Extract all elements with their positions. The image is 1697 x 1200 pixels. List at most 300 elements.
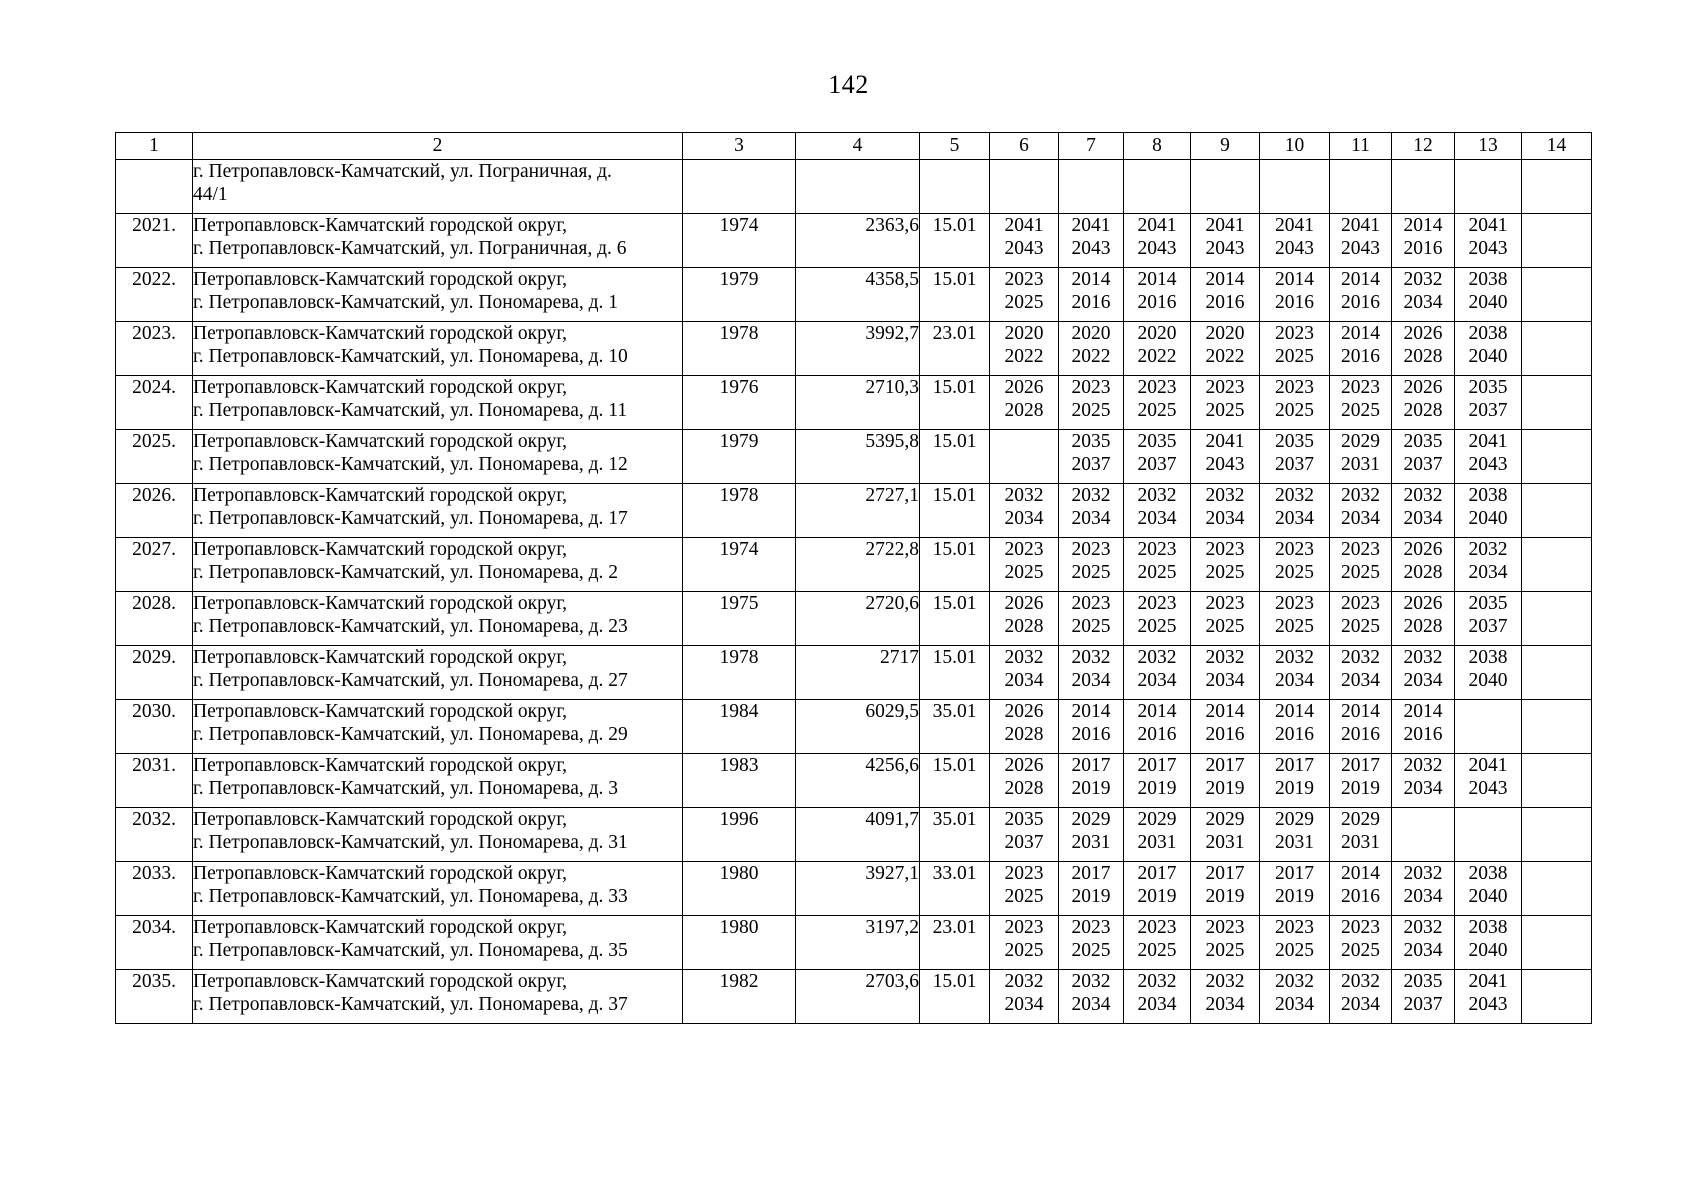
- row-number: 2021.: [116, 214, 193, 268]
- address-line: г. Петропавловск-Камчатский, ул. Пономарева, д. 2: [193, 562, 619, 583]
- address-line: г. Петропавловск-Камчатский, ул. Пограничная, д. 6: [193, 238, 627, 259]
- period-year: 2032: [1403, 485, 1443, 506]
- period-year: 2016: [1403, 238, 1443, 259]
- period-year: 2043: [1205, 454, 1245, 475]
- address-line: Петропавловск-Камчатский городской округ,: [193, 809, 568, 830]
- area-cell: 3992,7: [796, 322, 920, 376]
- area-cell: 4091,7: [796, 808, 920, 862]
- header-cell: 6: [990, 133, 1059, 160]
- row-number: 2025.: [116, 430, 193, 484]
- area-cell: 3197,2: [796, 916, 920, 970]
- period-year: 2023: [1205, 593, 1245, 614]
- empty-cell: [1392, 160, 1455, 214]
- period-cell: [1191, 214, 1260, 268]
- period-year: 2025: [1071, 562, 1111, 583]
- empty-cell: [1059, 160, 1124, 214]
- period-cell: [1260, 592, 1330, 646]
- period-year: 2020: [1137, 323, 1177, 344]
- period-year: 2038: [1468, 323, 1508, 344]
- area-cell: 2363,6: [796, 214, 920, 268]
- period-cell: [1191, 646, 1260, 700]
- period-cell: [1330, 430, 1392, 484]
- period-cell: [1330, 862, 1392, 916]
- period-year: 2023: [1137, 917, 1177, 938]
- year-built-cell: 1980: [683, 916, 796, 970]
- period-year: 2014: [1275, 269, 1314, 290]
- period-year: 2035: [1403, 431, 1443, 452]
- period-year: 2035: [1468, 593, 1508, 614]
- period-cell: [1330, 214, 1392, 268]
- period-year: 2014: [1403, 215, 1443, 236]
- period-cell: [1260, 808, 1330, 862]
- table-row: [116, 322, 1592, 376]
- row-number: 2031.: [116, 754, 193, 808]
- address-line: Петропавловск-Камчатский городской округ,: [193, 323, 568, 344]
- period-cell: [1260, 970, 1330, 1024]
- period-year: 2038: [1468, 917, 1508, 938]
- period-year: 2025: [1205, 400, 1245, 421]
- period-year: 2043: [1275, 238, 1314, 259]
- table-row: [116, 808, 1592, 862]
- empty-cell: [796, 160, 920, 214]
- period-year: 2023: [1137, 539, 1177, 560]
- header-cell: 14: [1522, 133, 1592, 160]
- period-cell: [1124, 376, 1191, 430]
- period-cell: [1124, 970, 1191, 1024]
- period-year: 2029: [1341, 431, 1380, 452]
- period-cell: [1260, 214, 1330, 268]
- period-year: 2032: [1468, 539, 1508, 560]
- period-year: 2035: [1137, 431, 1177, 452]
- period-year: 2016: [1205, 724, 1245, 745]
- period-cell: [1191, 808, 1260, 862]
- period-year: 2020: [1205, 323, 1245, 344]
- address-line: г. Петропавловск-Камчатский, ул. Пономарева, д. 11: [193, 400, 628, 421]
- period-cell: [1330, 754, 1392, 808]
- address-line: г. Петропавловск-Камчатский, ул. Пономарева, д. 35: [193, 940, 628, 961]
- empty-cell: [1522, 700, 1592, 754]
- period-cell: [1455, 970, 1522, 1024]
- period-year: 2028: [1403, 346, 1443, 367]
- period-cell: [1124, 538, 1191, 592]
- period-year: 2017: [1071, 755, 1111, 776]
- address-line: Петропавловск-Камчатский городской округ,: [193, 377, 568, 398]
- table-row: [116, 862, 1592, 916]
- address-line: г. Петропавловск-Камчатский, ул. Пономарева, д. 31: [193, 832, 628, 853]
- column-number-header: [116, 133, 1592, 160]
- period-year: 2029: [1137, 809, 1177, 830]
- area-cell: 2722,8: [796, 538, 920, 592]
- period-year: 2025: [1275, 346, 1314, 367]
- period-cell: [1260, 700, 1330, 754]
- period-cell: [1260, 862, 1330, 916]
- code-cell: 35.01: [920, 808, 990, 862]
- period-year: 2020: [1071, 323, 1111, 344]
- period-cell: [990, 538, 1059, 592]
- period-year: 2043: [1468, 238, 1508, 259]
- code-cell: 15.01: [920, 268, 990, 322]
- period-year: 2023: [1341, 917, 1380, 938]
- period-cell: [1392, 808, 1455, 862]
- period-year: 2026: [1004, 377, 1044, 398]
- period-cell: [1059, 970, 1124, 1024]
- period-year: 2014: [1071, 269, 1111, 290]
- header-cell: 2: [193, 133, 683, 160]
- period-cell: [1330, 592, 1392, 646]
- period-year: 2023: [1341, 377, 1380, 398]
- period-year: 2023: [1341, 539, 1380, 560]
- address-cell: [193, 646, 683, 700]
- period-cell: [990, 592, 1059, 646]
- period-year: 2023: [1071, 917, 1111, 938]
- address-line: 44/1: [193, 184, 228, 205]
- period-year: 2034: [1205, 508, 1245, 529]
- period-cell: [1392, 646, 1455, 700]
- row-number: 2029.: [116, 646, 193, 700]
- address-cell: [193, 322, 683, 376]
- period-year: 2025: [1275, 400, 1314, 421]
- period-cell: [1392, 970, 1455, 1024]
- period-year: 2029: [1205, 809, 1245, 830]
- period-year: 2023: [1004, 269, 1044, 290]
- period-year: 2041: [1468, 431, 1508, 452]
- period-cell: [1392, 700, 1455, 754]
- period-year: 2032: [1004, 971, 1044, 992]
- period-cell: [1260, 322, 1330, 376]
- period-cell: [1455, 538, 1522, 592]
- address-cell: [193, 430, 683, 484]
- year-built-cell: 1974: [683, 538, 796, 592]
- table-row: [116, 430, 1592, 484]
- address-cell: [193, 268, 683, 322]
- period-year: 2023: [1275, 323, 1314, 344]
- period-cell: [1124, 214, 1191, 268]
- row-number: 2024.: [116, 376, 193, 430]
- period-year: 2014: [1341, 863, 1380, 884]
- period-cell: [1392, 484, 1455, 538]
- year-built-cell: 1984: [683, 700, 796, 754]
- address-line: Петропавловск-Камчатский городской округ,: [193, 215, 568, 236]
- period-cell: [1392, 592, 1455, 646]
- period-year: 2022: [1071, 346, 1111, 367]
- row-number: 2028.: [116, 592, 193, 646]
- period-year: 2031: [1341, 454, 1380, 475]
- period-year: 2043: [1468, 994, 1508, 1015]
- period-cell: [1330, 700, 1392, 754]
- period-year: 2017: [1071, 863, 1111, 884]
- period-cell: [1059, 862, 1124, 916]
- period-year: 2023: [1205, 539, 1245, 560]
- period-year: 2017: [1137, 755, 1177, 776]
- period-year: 2034: [1275, 994, 1314, 1015]
- period-cell: [990, 754, 1059, 808]
- period-year: 2023: [1004, 863, 1044, 884]
- period-year: 2023: [1275, 593, 1314, 614]
- period-year: 2017: [1205, 863, 1245, 884]
- period-year: 2023: [1137, 377, 1177, 398]
- address-cell: [193, 862, 683, 916]
- period-year: 2025: [1004, 292, 1044, 313]
- period-year: 2025: [1275, 616, 1314, 637]
- area-cell: 4256,6: [796, 754, 920, 808]
- header-cell: 13: [1455, 133, 1522, 160]
- address-line: Петропавловск-Камчатский городской округ,: [193, 917, 568, 938]
- period-cell: [1191, 862, 1260, 916]
- period-year: 2034: [1403, 670, 1443, 691]
- period-year: 2035: [1071, 431, 1111, 452]
- period-year: 2016: [1205, 292, 1245, 313]
- period-year: 2028: [1004, 778, 1044, 799]
- code-cell: 23.01: [920, 916, 990, 970]
- period-year: 2041: [1468, 215, 1508, 236]
- row-number: 2033.: [116, 862, 193, 916]
- period-year: 2034: [1004, 994, 1044, 1015]
- period-cell: [1330, 322, 1392, 376]
- period-cell: [1191, 754, 1260, 808]
- year-built-cell: 1974: [683, 214, 796, 268]
- period-year: 2037: [1137, 454, 1177, 475]
- period-cell: [1455, 916, 1522, 970]
- empty-cell: [1522, 214, 1592, 268]
- empty-cell: [1260, 160, 1330, 214]
- period-year: 2031: [1071, 832, 1111, 853]
- period-cell: [1392, 322, 1455, 376]
- row-number: 2035.: [116, 970, 193, 1024]
- empty-cell: [1522, 592, 1592, 646]
- area-cell: 2717: [796, 646, 920, 700]
- area-cell: 6029,5: [796, 700, 920, 754]
- period-cell: [1392, 862, 1455, 916]
- period-cell: [1330, 646, 1392, 700]
- empty-cell: [1522, 646, 1592, 700]
- period-year: 2025: [1341, 400, 1380, 421]
- period-year: 2032: [1205, 485, 1245, 506]
- period-year: 2034: [1341, 994, 1380, 1015]
- period-year: 2032: [1341, 971, 1380, 992]
- empty-cell: [1522, 916, 1592, 970]
- period-year: 2040: [1468, 670, 1508, 691]
- period-year: 2025: [1275, 562, 1314, 583]
- code-cell: 15.01: [920, 538, 990, 592]
- period-cell: [1059, 916, 1124, 970]
- period-cell: [1455, 862, 1522, 916]
- period-year: 2032: [1004, 647, 1044, 668]
- header-cell: 1: [116, 133, 193, 160]
- period-cell: [1124, 754, 1191, 808]
- period-cell: [1191, 322, 1260, 376]
- address-line: Петропавловск-Камчатский городской округ,: [193, 755, 568, 776]
- period-cell: [1260, 484, 1330, 538]
- address-line: г. Петропавловск-Камчатский, ул. Пограничная, д.: [193, 161, 612, 182]
- period-year: 2014: [1071, 701, 1111, 722]
- period-year: 2016: [1071, 724, 1111, 745]
- period-cell: [1455, 214, 1522, 268]
- year-built-cell: 1978: [683, 322, 796, 376]
- period-year: 2034: [1137, 994, 1177, 1015]
- period-year: 2026: [1004, 755, 1044, 776]
- period-year: 2025: [1341, 940, 1380, 961]
- area-cell: 2703,6: [796, 970, 920, 1024]
- period-year: 2016: [1341, 724, 1380, 745]
- header-cell: 11: [1330, 133, 1392, 160]
- address-cell: [193, 160, 683, 214]
- address-cell: [193, 538, 683, 592]
- period-year: 2025: [1341, 562, 1380, 583]
- period-year: 2038: [1468, 485, 1508, 506]
- period-year: 2034: [1205, 994, 1245, 1015]
- period-cell: [1059, 646, 1124, 700]
- period-year: 2029: [1275, 809, 1314, 830]
- period-year: 2034: [1403, 778, 1443, 799]
- row-number: 2032.: [116, 808, 193, 862]
- empty-cell: [1455, 160, 1522, 214]
- period-cell: [990, 808, 1059, 862]
- address-cell: [193, 592, 683, 646]
- address-line: Петропавловск-Камчатский городской округ,: [193, 485, 568, 506]
- address-line: г. Петропавловск-Камчатский, ул. Пономарева, д. 27: [193, 670, 628, 691]
- period-cell: [1124, 862, 1191, 916]
- period-year: 2023: [1341, 593, 1380, 614]
- period-year: 2032: [1403, 863, 1443, 884]
- period-year: 2026: [1403, 539, 1443, 560]
- period-cell: [1059, 322, 1124, 376]
- empty-cell: [1522, 538, 1592, 592]
- empty-cell: [1124, 160, 1191, 214]
- row-number: 2023.: [116, 322, 193, 376]
- period-cell: [1059, 430, 1124, 484]
- period-cell: [1392, 214, 1455, 268]
- period-year: 2023: [1137, 593, 1177, 614]
- period-cell: [1059, 376, 1124, 430]
- period-year: 2017: [1275, 755, 1314, 776]
- address-line: Петропавловск-Камчатский городской округ,: [193, 971, 568, 992]
- page-number: 142: [828, 70, 869, 99]
- table-row: [116, 214, 1592, 268]
- period-year: 2043: [1468, 454, 1508, 475]
- period-cell: [1455, 322, 1522, 376]
- period-year: 2028: [1403, 400, 1443, 421]
- period-year: 2023: [1071, 593, 1111, 614]
- period-year: 2040: [1468, 886, 1508, 907]
- period-year: 2017: [1205, 755, 1245, 776]
- header-cell: 7: [1059, 133, 1124, 160]
- code-cell: 15.01: [920, 646, 990, 700]
- period-year: 2043: [1468, 778, 1508, 799]
- period-year: 2034: [1071, 670, 1111, 691]
- period-year: 2032: [1341, 647, 1380, 668]
- table-row: [116, 700, 1592, 754]
- period-year: 2031: [1275, 832, 1314, 853]
- period-year: 2016: [1275, 724, 1314, 745]
- period-year: 2019: [1205, 778, 1245, 799]
- address-line: г. Петропавловск-Камчатский, ул. Пономарева, д. 10: [193, 346, 628, 367]
- year-built-cell: 1978: [683, 484, 796, 538]
- period-year: 2034: [1137, 670, 1177, 691]
- empty-cell: [1191, 160, 1260, 214]
- empty-cell: [1522, 862, 1592, 916]
- header-cell: 5: [920, 133, 990, 160]
- period-year: 2016: [1341, 292, 1380, 313]
- period-year: 2025: [1071, 400, 1111, 421]
- period-year: 2041: [1468, 755, 1508, 776]
- period-year: 2032: [1071, 647, 1111, 668]
- period-cell: [1330, 484, 1392, 538]
- code-cell: 15.01: [920, 430, 990, 484]
- table-row: [116, 916, 1592, 970]
- period-cell: [1059, 754, 1124, 808]
- address-line: г. Петропавловск-Камчатский, ул. Пономарева, д. 23: [193, 616, 628, 637]
- period-year: 2026: [1403, 593, 1443, 614]
- period-cell: [1455, 754, 1522, 808]
- period-cell: [990, 268, 1059, 322]
- year-built-cell: 1979: [683, 268, 796, 322]
- period-year: 2034: [1205, 670, 1245, 691]
- empty-cell: [1522, 376, 1592, 430]
- address-line: г. Петропавловск-Камчатский, ул. Пономарева, д. 3: [193, 778, 619, 799]
- period-year: 2023: [1275, 917, 1314, 938]
- period-cell: [990, 970, 1059, 1024]
- period-year: 2034: [1275, 670, 1314, 691]
- year-built-cell: 1975: [683, 592, 796, 646]
- period-year: 2017: [1341, 755, 1380, 776]
- period-year: 2034: [1403, 940, 1443, 961]
- row-number: 2027.: [116, 538, 193, 592]
- housing-table: [115, 132, 1592, 1024]
- period-year: 2034: [1137, 508, 1177, 529]
- period-cell: [1124, 646, 1191, 700]
- period-year: 2025: [1137, 562, 1177, 583]
- period-year: 2034: [1403, 508, 1443, 529]
- period-cell: [1330, 916, 1392, 970]
- period-year: 2020: [1004, 323, 1044, 344]
- period-year: 2040: [1468, 940, 1508, 961]
- period-cell: [1124, 808, 1191, 862]
- period-cell: [990, 646, 1059, 700]
- period-year: 2041: [1205, 215, 1245, 236]
- period-cell: [1124, 916, 1191, 970]
- period-year: 2025: [1071, 616, 1111, 637]
- period-year: 2026: [1004, 701, 1044, 722]
- period-year: 2019: [1071, 778, 1111, 799]
- period-year: 2031: [1341, 832, 1380, 853]
- period-cell: [1392, 268, 1455, 322]
- period-cell: [1455, 268, 1522, 322]
- period-year: 2037: [1004, 832, 1044, 853]
- period-year: 2043: [1137, 238, 1177, 259]
- period-cell: [1260, 538, 1330, 592]
- code-cell: 15.01: [920, 592, 990, 646]
- period-year: 2034: [1004, 508, 1044, 529]
- period-year: 2016: [1341, 886, 1380, 907]
- address-line: г. Петропавловск-Камчатский, ул. Пономарева, д. 33: [193, 886, 628, 907]
- period-year: 2038: [1468, 269, 1508, 290]
- period-year: 2023: [1071, 377, 1111, 398]
- period-cell: [1124, 322, 1191, 376]
- period-cell: [1392, 376, 1455, 430]
- year-built-cell: 1996: [683, 808, 796, 862]
- period-year: 2025: [1275, 940, 1314, 961]
- row-number: 2030.: [116, 700, 193, 754]
- period-cell: [1330, 376, 1392, 430]
- year-built-cell: 1976: [683, 376, 796, 430]
- period-year: 2034: [1071, 994, 1111, 1015]
- period-year: 2026: [1403, 323, 1443, 344]
- period-cell: [1124, 700, 1191, 754]
- period-cell: [990, 916, 1059, 970]
- period-year: 2019: [1137, 886, 1177, 907]
- period-cell: [990, 214, 1059, 268]
- period-cell: [1124, 430, 1191, 484]
